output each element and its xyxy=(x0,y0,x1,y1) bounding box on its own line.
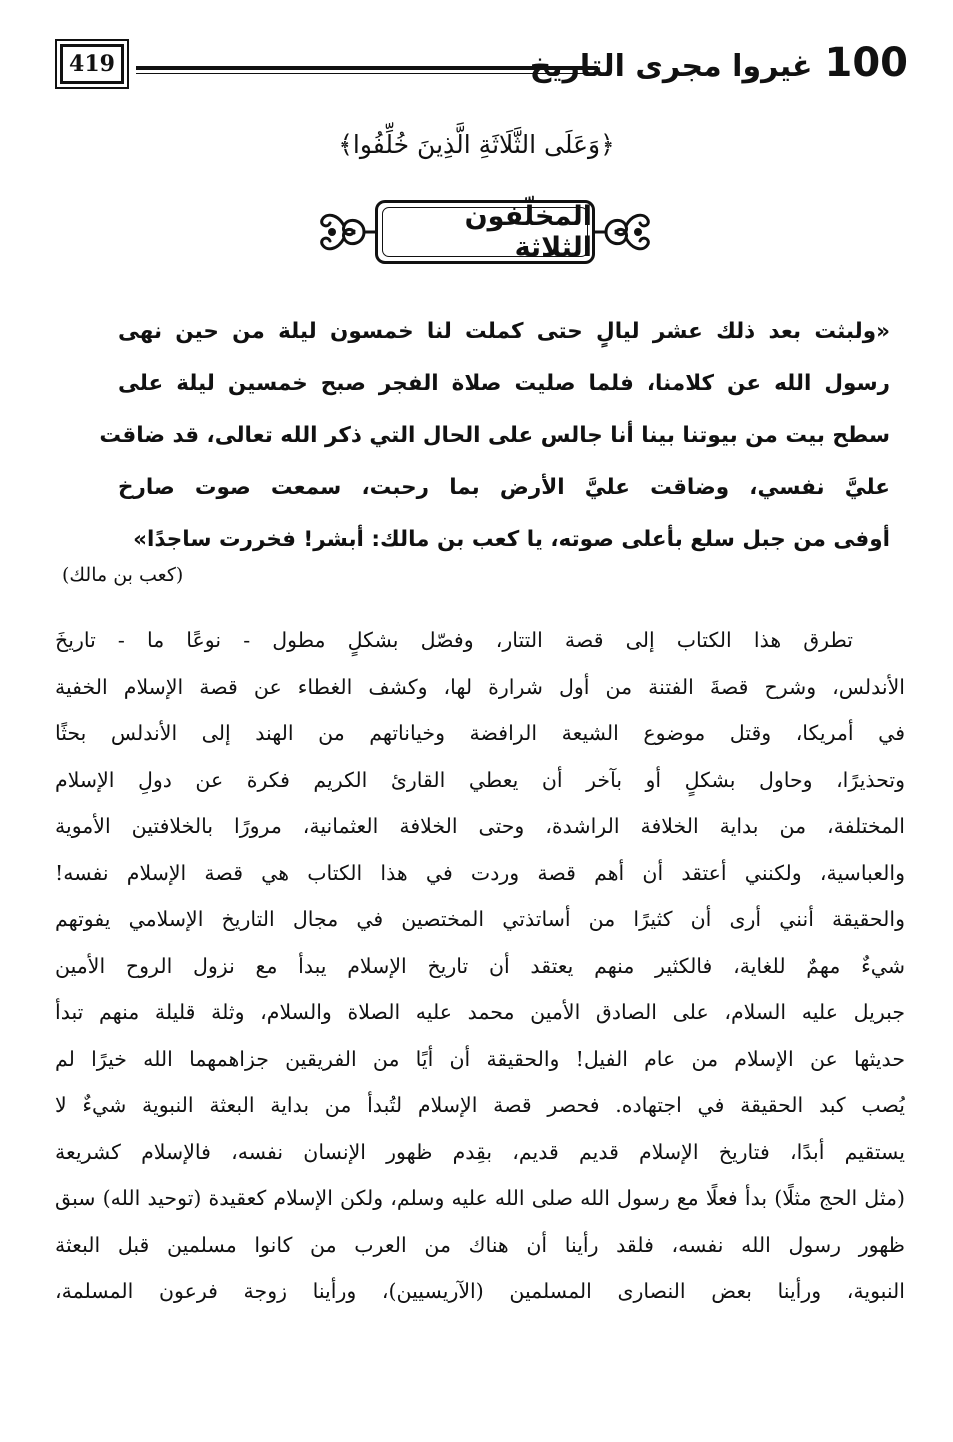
chapter-heading xyxy=(318,196,652,274)
book-title-text: غيروا مجرى التاريخ xyxy=(529,49,813,84)
body-paragraph xyxy=(55,617,905,1315)
quote-line: «ولبثت بعد ذلك عشر ليالٍ حتى كملت لنا خمسون ليلة من حين نهى xyxy=(118,319,890,344)
header-rule-thin xyxy=(136,73,598,74)
body-line: يستقيم أبدًا، فتاريخ الإسلام قديم قديم، بقِدم ظهور الإنسان نفسه، فالإسلام كشريعة xyxy=(55,1139,905,1164)
ornament-right-icon xyxy=(592,202,652,262)
body-line: جبريل عليه السلام، على الصادق الأمين محمد عليه الصلاة والسلام، وثلة قليلة منهم تبدأ xyxy=(55,1000,905,1024)
chapter-title: المخلّفون الثلاثة xyxy=(464,201,592,263)
body-line: المختلفة، من بداية الخلافة الراشدة، وحتى الخلافة العثمانية، مرورًا بالخلافتين الأموية xyxy=(55,814,905,838)
page-number: 419 xyxy=(60,44,124,84)
opening-quote xyxy=(99,306,890,566)
quote-line: عليَّ نفسي، وضاقت عليَّ الأرض بما رحبت، سمعت صوت صارخ xyxy=(118,475,890,500)
page-header xyxy=(60,40,908,96)
body-line: والحقيقة أنني أرى أن كثيرًا من أساتذتي المختصين في مجال التاريخ الإسلامي يفوتهم xyxy=(55,907,905,931)
quran-verse: ﴿وَعَلَى الثَّلَاثَةِ الَّذِينَ خُلِّفُوا﴾ xyxy=(338,130,615,159)
header-rule xyxy=(136,66,598,70)
body-line: النبوية، ورأينا بعض النصارى المسلمين (الآريسيين)، ورأينا زوجة فرعون المسلمة، xyxy=(55,1279,905,1303)
body-line: (مثل الحج مثلًا) بدأ فعلًا مع رسول الله صلى الله عليه وسلم، ولكن الإسلام كعقيدة (توحيد الله) سبق xyxy=(55,1186,905,1210)
body-line: شيءٌ مهمٌ للغاية، فالكثير منهم يعتقد أن تاريخ الإسلام يبدأ مع نزول الروح الأمين xyxy=(55,953,905,978)
body-line: حديثها عن الإسلام من عام الفيل! والحقيقة أن أيًا من الفريقين جزاهمهما الله خيرًا لم xyxy=(55,1046,905,1071)
book-title xyxy=(530,40,908,86)
body-line: تطرق هذا الكتاب إلى قصة التتار، وفصّل بشكلٍ مطول - نوعًا ما - تاريخَ xyxy=(55,628,853,652)
quote-attribution: (كعب بن مالك) xyxy=(62,564,184,586)
quote-line: رسول الله عن كلامنا، فلما صليت صلاة الفجر صبح خمسين ليلة على xyxy=(118,371,890,396)
body-line: ظهور رسول الله نفسه، فلقد رأينا أن هناك من العرب من كانوا مسلمين قبل البعثة xyxy=(55,1232,905,1257)
body-line: يُصب كبد الحقيقة في اجتهاده. فحصر قصة الإسلام لتُبدأ من بداية البعثة النبوية شيءٌ لا xyxy=(55,1093,905,1117)
body-line: وتحذيرًا، وحاول بشكلٍ أو بآخر أن يعطي القارئ الكريم فكرة عن دولِ الإسلام xyxy=(55,767,905,792)
chapter-title-box xyxy=(375,200,595,264)
quote-line: سطح بيت من بيوتنا بينا أنا جالس على الحال التي ذكر الله تعالى، قد ضاقت xyxy=(99,423,890,448)
body-line: في أمريكا، وقتل موضوع الشيعة الرافضة وخياناتهم من الهند إلى الأندلس بحثًا xyxy=(55,721,905,745)
ornament-left-icon xyxy=(318,202,378,262)
body-line: الأندلس، وشرح قصةَ الفتنة من أول شرارة لها، وكشف الغطاء عن قصة الإسلام الخفية xyxy=(55,674,905,699)
book-number: 100 xyxy=(824,40,908,86)
body-line: والعباسية، ولكنني أعتقد أن أهم قصة وردت في هذا الكتاب هي قصة الإسلام نفسه! xyxy=(55,860,905,885)
quote-line: أوفى من جبل سلع بأعلى صوته، يا كعب بن مالك: أبشر! فخررت ساجدًا» xyxy=(133,527,890,552)
